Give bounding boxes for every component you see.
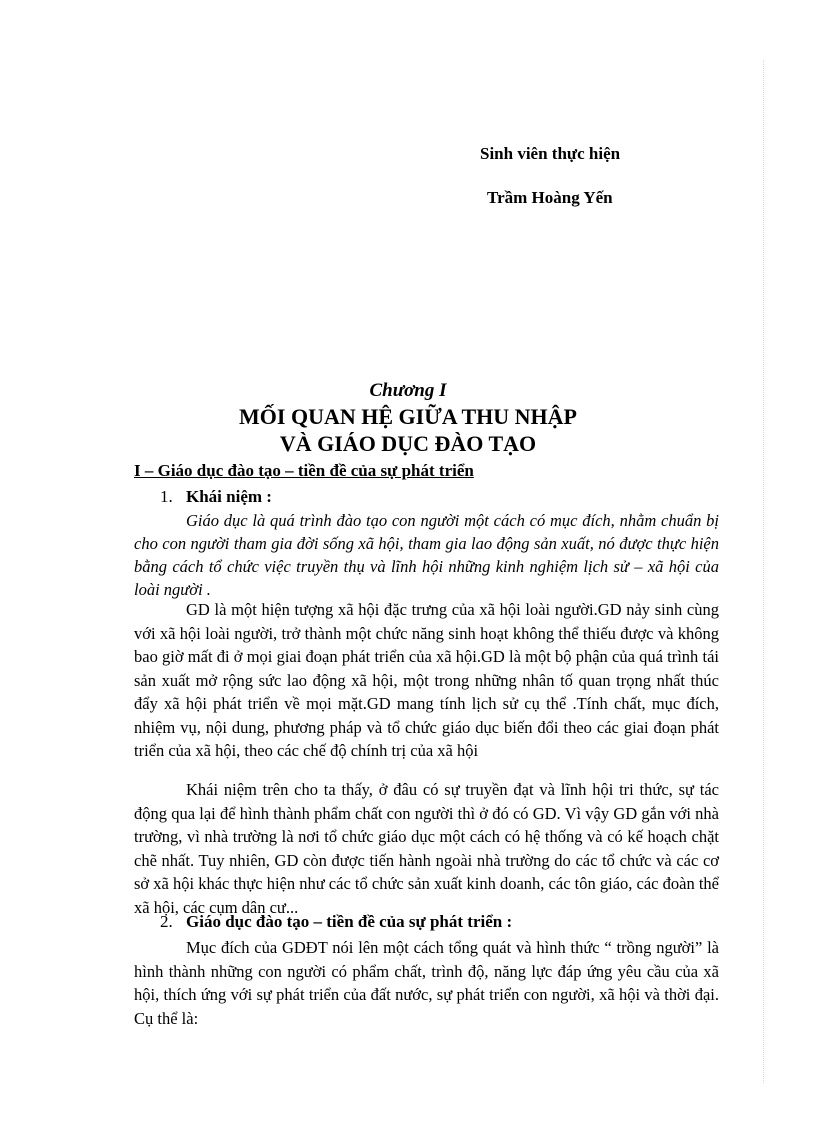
section-heading: I – Giáo dục đào tạo – tiền đề của sự phát triển — [134, 461, 474, 480]
list-item-2 — [160, 912, 512, 932]
concept-paragraph: Khái niệm trên cho ta thấy, ở đâu có sự truyền đạt và lĩnh hội tri thức, sự tác động qua lại để hình thành phẩm chất con người thì ở đó có GD. Vì vậy GD gắn với nhà trường, vì nhà trường là nơi tổ chức giáo dục một cách có hệ thống và có kế hoạch chặt chẽ nhất. Tuy nhiên, GD còn được tiến hành ngoài nhà trường do các tổ chức và các cơ sở xã hội khác thực hiện như các tổ chức sản xuất kinh doanh, các tôn giáo, các đoàn thể xã hội, các cụm dân cư... — [134, 780, 719, 917]
page-edge-rule — [763, 60, 764, 1083]
definition-paragraph: Giáo dục là quá trình đào tạo con người một cách có mục đích, nhằm chuẩn bị cho con người tham gia đời sống xã hội, tham gia lao động sản xuất, nó được thực hiện bằng cách tổ chức việc truyền thụ và lĩnh hội những kinh nghiệm lịch sử – xã hội của loài người . — [134, 511, 719, 599]
list-item-number: 2. — [160, 912, 173, 931]
list-item-heading: Giáo dục đào tạo – tiền đề của sự phát triển : — [186, 912, 513, 931]
signature-role: Sinh viên thực hiện — [480, 144, 621, 163]
chapter-label: Chương I — [369, 380, 447, 401]
list-item-number: 1. — [160, 487, 173, 506]
signature-name: Trầm Hoàng Yến — [487, 188, 613, 207]
gd-paragraph: GD là một hiện tượng xã hội đặc trưng của xã hội loài người.GD nảy sinh cùng với xã hội loài người, trở thành một chức năng sinh hoạt không thể thiếu được và không bao giờ mất đi ở mọi giai đoạn phát triển của xã hội.GD là một bộ phận của quá trình tái sản xuất mở rộng sức lao động xã hội, một trong những nhân tố quan trọng nhất thúc đẩy xã hội phát triển về mọi mặt.GD mang tính lịch sử cụ thể .Tính chất, mục đích, nhiệm vụ, nội dung, phương pháp và tổ chức giáo dục biến đổi theo các giai đoạn phát triển của xã hội, theo các chế độ chính trị của xã hội — [134, 600, 719, 760]
chapter-title-line1: MỐI QUAN HỆ GIỮA THU NHẬP — [239, 404, 577, 429]
list-item-1 — [160, 487, 272, 507]
chapter-title-line2: VÀ GIÁO DỤC ĐÀO TẠO — [279, 431, 537, 456]
purpose-paragraph: Mục đích của GDĐT nói lên một cách tổng quát và hình thức “ trồng người” là hình thành những con người có phẩm chất, trình độ, năng lực đáp ứng yêu cầu của xã hội, thích ứng với sự phát triển của đất nước, sự phát triển con người, xã hội và thời đại. Cụ thể là: — [134, 938, 719, 1028]
list-item-heading: Khái niệm : — [186, 487, 272, 506]
